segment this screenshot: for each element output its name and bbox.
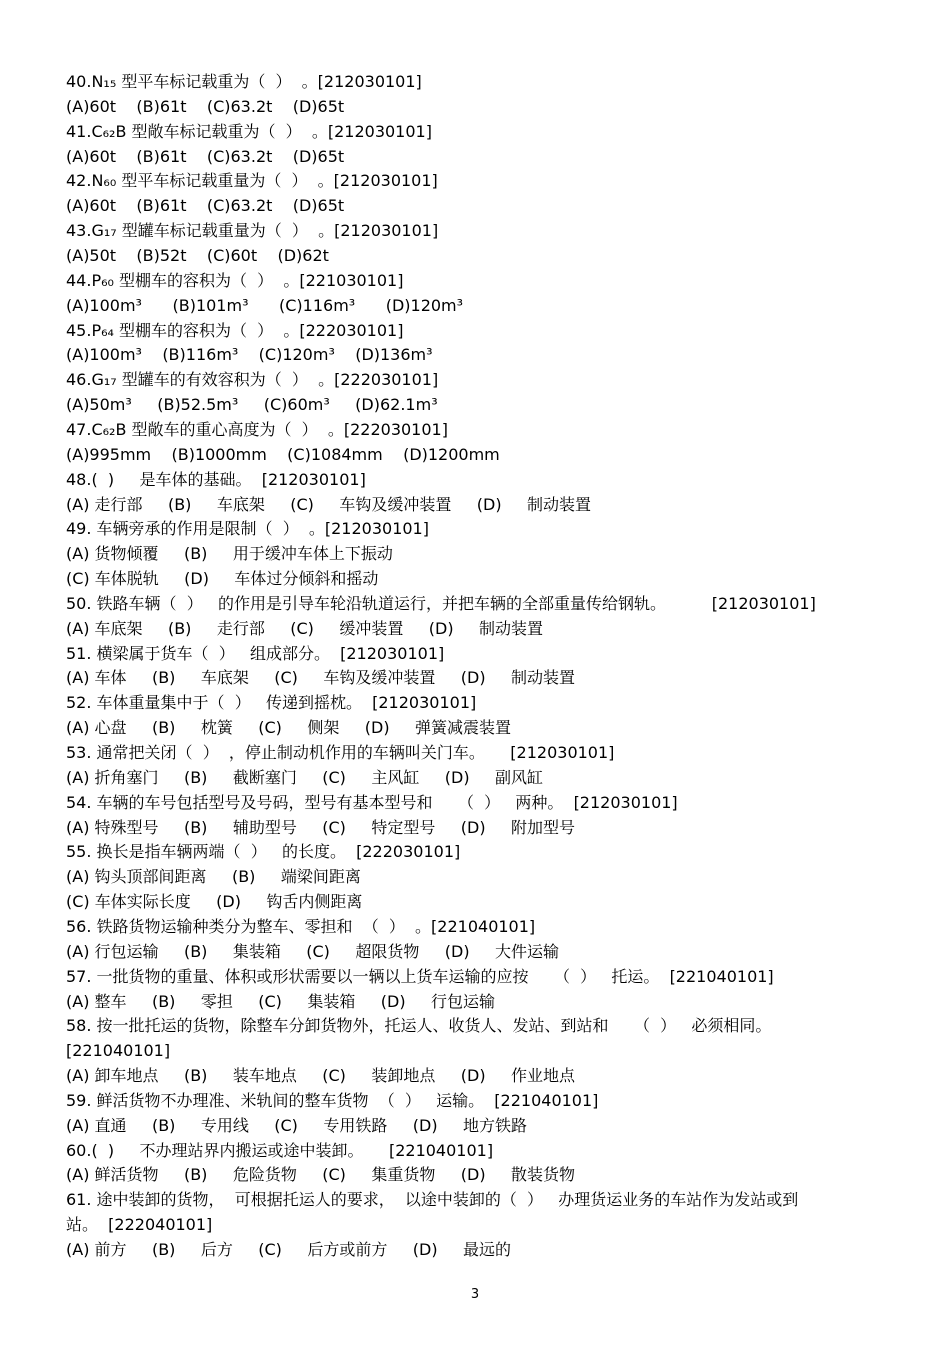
text-line: 43.G₁₇ 型罐车标记载重量为（ ） 。[212030101] [66, 221, 439, 241]
text-line: 61. 途中装卸的货物， 可根据托运人的要求， 以途中装卸的（ ） 办理货运业务的车站作为发站或到 [66, 1190, 799, 1210]
text-line: (A) 心盘 (B) 枕簧 (C) 侧架 (D) 弹簧减震装置 [66, 718, 512, 738]
text-line: 49. 车辆旁承的作用是限制（ ） 。[212030101] [66, 519, 429, 539]
text-line: 47.C₆₂B 型敞车的重心高度为（ ） 。[222030101] [66, 419, 448, 439]
text-line: (A) 特殊型号 (B) 辅助型号 (C) 特定型号 (D) 附加型号 [66, 817, 576, 837]
text-line: (A) 钩头顶部间距离 (B) 端梁间距离 [66, 867, 361, 887]
text-line: (A)100m³ (B)116m³ (C)120m³ (D)136m³ [66, 345, 433, 365]
text-line: (A) 直通 (B) 专用线 (C) 专用铁路 (D) 地方铁路 [66, 1115, 528, 1135]
text-line: (A)60t (B)61t (C)63.2t (D)65t [66, 146, 345, 166]
text-line: (A) 整车 (B) 零担 (C) 集装箱 (D) 行包运输 [66, 991, 496, 1011]
text-line: 58. 按一批托运的货物，除整车分卸货物外，托运人、收货人、发站、到站和 （ ） 必须相同。 [66, 1016, 772, 1036]
text-line: 50. 铁路车辆（ ） 的作用是引导车轮沿轨道运行，并把车辆的全部重量传给钢轨。 [212030101] [66, 593, 816, 613]
text-line: 57. 一批货物的重量、体积或形状需要以一辆以上货车运输的应按 （ ） 托运。 [221040101] [66, 966, 774, 986]
text-line: (A) 折角塞门 (B) 截断塞门 (C) 主风缸 (D) 副风缸 [66, 767, 544, 787]
text-line: (A)100m³ (B)101m³ (C)116m³ (D)120m³ [66, 295, 464, 315]
text-line: 站。 [222040101] [66, 1215, 213, 1235]
text-line: (A) 鲜活货物 (B) 危险货物 (C) 集重货物 (D) 散装货物 [66, 1165, 576, 1185]
text-line: 56. 铁路货物运输种类分为整车、零担和 （ ） 。[221040101] [66, 916, 536, 936]
text-line: 55. 换长是指车辆两端（ ） 的长度。 [222030101] [66, 842, 461, 862]
text-line: (C) 车体脱轨 (D) 车体过分倾斜和摇动 [66, 569, 379, 588]
text-line: (A) 车底架 (B) 走行部 (C) 缓冲装置 (D) 制动装置 [66, 618, 544, 638]
text-line: (A)60t (B)61t (C)63.2t (D)65t [66, 96, 345, 116]
text-line: (A) 货物倾覆 (B) 用于缓冲车体上下振动 [66, 544, 393, 564]
text-line: 52. 车体重量集中于（ ） 传递到摇枕。 [212030101] [66, 693, 477, 713]
text-line: (A)50t (B)52t (C)60t (D)62t [66, 246, 329, 265]
text-line: 42.N₆₀ 型平车标记载重量为（ ） 。[212030101] [66, 171, 438, 191]
text-line: (A) 车体 (B) 车底架 (C) 车钩及缓冲装置 (D) 制动装置 [66, 668, 576, 688]
text-line: (A) 走行部 (B) 车底架 (C) 车钩及缓冲装置 (D) 制动装置 [66, 494, 592, 514]
text-line: [221040101] [66, 1041, 171, 1061]
text-line: (A) 卸车地点 (B) 装车地点 (C) 装卸地点 (D) 作业地点 [66, 1066, 576, 1085]
text-line: (A)995mm (B)1000mm (C)1084mm (D)1200mm [66, 444, 500, 464]
text-line: (C) 车体实际长度 (D) 钩舌内侧距离 [66, 892, 363, 912]
text-line: 44.P₆₀ 型棚车的容积为（ ） 。[221030101] [66, 270, 404, 290]
text-line: (A)60t (B)61t (C)63.2t (D)65t [66, 196, 345, 216]
text-line: 46.G₁₇ 型罐车的有效容积为（ ） 。[222030101] [66, 370, 439, 390]
text-line: 60.( ) 不办理站界内搬运或途中装卸。 [221040101] [66, 1140, 494, 1160]
text-line: 53. 通常把关闭（ ） ，停止制动机作用的车辆叫关门车。 [212030101] [66, 743, 615, 762]
text-line: 51. 横梁属于货车（ ） 组成部分。 [212030101] [66, 643, 445, 663]
text-line: 45.P₆₄ 型棚车的容积为（ ） 。[222030101] [66, 320, 404, 340]
text-line: (A) 前方 (B) 后方 (C) 后方或前方 (D) 最远的 [66, 1240, 512, 1259]
text-line: 54. 车辆的车号包括型号及号码，型号有基本型号和 （ ） 两种。 [212030101] [66, 792, 678, 812]
text-line: 48.( ) 是车体的基础。 [212030101] [66, 469, 366, 489]
page-number: 3 [470, 1287, 480, 1302]
text-line: 59. 鲜活货物不办理准、米轨间的整车货物 （ ） 运输。 [221040101] [66, 1090, 599, 1110]
text-line: 40.N₁₅ 型平车标记载重为（ ） 。[212030101] [66, 72, 422, 91]
text-line: (A) 行包运输 (B) 集装箱 (C) 超限货物 (D) 大件运输 [66, 941, 560, 961]
text-line: (A)50m³ (B)52.5m³ (C)60m³ (D)62.1m³ [66, 395, 438, 415]
text-line: 41.C₆₂B 型敞车标记载重为（ ） 。[212030101] [66, 121, 432, 141]
